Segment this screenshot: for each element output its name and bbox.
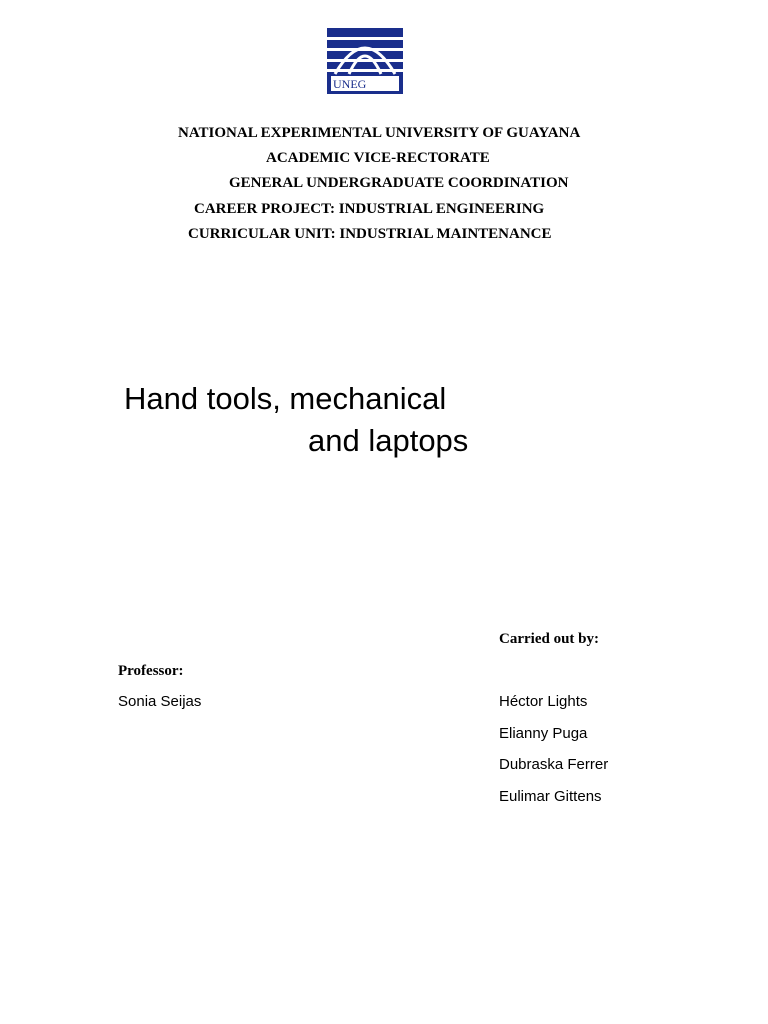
logo-text: UNEG bbox=[333, 77, 367, 91]
header-university: NATIONAL EXPERIMENTAL UNIVERSITY OF GUAYANA bbox=[178, 125, 581, 141]
university-logo bbox=[327, 28, 403, 94]
title-line-2: and laptops bbox=[308, 423, 469, 458]
header-curricular-unit: CURRICULAR UNIT: INDUSTRIAL MAINTENANCE bbox=[188, 226, 552, 242]
header-vice-rectorate: ACADEMIC VICE-RECTORATE bbox=[266, 150, 490, 166]
author-name: Héctor Lights bbox=[499, 693, 588, 710]
professor-name: Sonia Seijas bbox=[118, 693, 202, 710]
header-coordination: GENERAL UNDERGRADUATE COORDINATION bbox=[229, 175, 569, 191]
title-line-1: Hand tools, mechanical bbox=[124, 381, 447, 416]
author-name: Eulimar Gittens bbox=[499, 788, 602, 805]
professor-label: Professor: bbox=[118, 663, 184, 679]
author-name: Elianny Puga bbox=[499, 725, 588, 742]
author-name: Dubraska Ferrer bbox=[499, 756, 609, 773]
uneg-logo-icon bbox=[327, 28, 403, 94]
authors-label: Carried out by: bbox=[499, 631, 599, 647]
header-career-project: CAREER PROJECT: INDUSTRIAL ENGINEERING bbox=[194, 201, 545, 217]
